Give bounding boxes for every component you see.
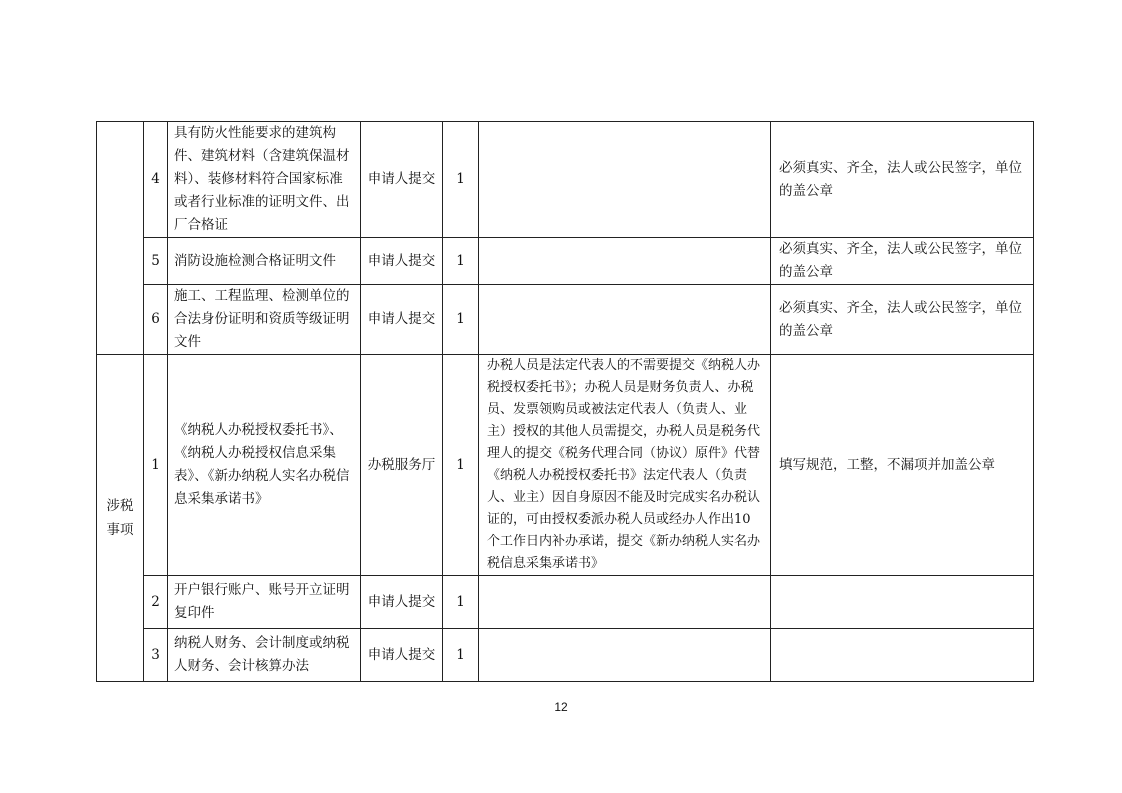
material-note	[479, 576, 771, 629]
row-number: 2	[144, 576, 168, 629]
material-note	[479, 285, 771, 355]
material-note	[479, 238, 771, 285]
category-cell-empty	[97, 122, 144, 355]
material-name: 《纳税人办税授权委托书》、《纳税人办税授权信息采集表》、《新办纳税人实名办税信息采集承诺书》	[168, 355, 361, 576]
material-requirement: 必须真实、齐全，法人或公民签字，单位的盖公章	[771, 122, 1034, 238]
material-name: 具有防火性能要求的建筑构件、建筑材料（含建筑保温材料）、装修材料符合国家标准或者行业标准的证明文件、出厂合格证	[168, 122, 361, 238]
category-label: 涉税事项	[106, 498, 134, 538]
material-name: 消防设施检测合格证明文件	[168, 238, 361, 285]
material-source: 办税服务厅	[361, 355, 443, 576]
material-count: 1	[443, 238, 479, 285]
page-number: 12	[554, 700, 568, 714]
row-number: 5	[144, 238, 168, 285]
material-source: 申请人提交	[361, 629, 443, 682]
material-note: 办税人员是法定代表人的不需要提交《纳税人办税授权委托书》；办税人员是财务负责人、办税员、发票领购员或被法定代表人（负责人、业主）授权的其他人员需提交，办税人员是税务代理人的提交《税务代理合同（协议）原件》代替《纳税人办税授权委托书》法定代表人（负责人、业主）因自身原因不能及时完成实名办税认证的，可由授权委派办税人员或经办人作出10个工作日内补办承诺，提交《新办纳税人实名办税信息采集承诺书》	[479, 355, 771, 576]
material-name: 纳税人财务、会计制度或纳税人财务、会计核算办法	[168, 629, 361, 682]
row-number: 1	[144, 355, 168, 576]
row-number: 3	[144, 629, 168, 682]
material-name: 施工、工程监理、检测单位的合法身份证明和资质等级证明文件	[168, 285, 361, 355]
material-requirement: 必须真实、齐全，法人或公民签字，单位的盖公章	[771, 285, 1034, 355]
material-source: 申请人提交	[361, 238, 443, 285]
material-source: 申请人提交	[361, 576, 443, 629]
material-source: 申请人提交	[361, 285, 443, 355]
material-requirement: 填写规范，工整，不漏项并加盖公章	[771, 355, 1034, 576]
category-cell	[97, 355, 144, 682]
material-count: 1	[443, 576, 479, 629]
table-row	[97, 576, 1034, 629]
table-row	[97, 285, 1034, 355]
table-row	[97, 355, 1034, 576]
material-count: 1	[443, 122, 479, 238]
material-name: 开户银行账户、账号开立证明复印件	[168, 576, 361, 629]
material-requirement: 必须真实、齐全，法人或公民签字，单位的盖公章	[771, 238, 1034, 285]
material-count: 1	[443, 285, 479, 355]
table-row	[97, 629, 1034, 682]
row-number: 6	[144, 285, 168, 355]
material-note	[479, 629, 771, 682]
table-row	[97, 238, 1034, 285]
row-number: 4	[144, 122, 168, 238]
material-source: 申请人提交	[361, 122, 443, 238]
material-note	[479, 122, 771, 238]
material-requirement	[771, 576, 1034, 629]
material-count: 1	[443, 355, 479, 576]
materials-table	[96, 121, 1034, 682]
table-row	[97, 122, 1034, 238]
material-requirement	[771, 629, 1034, 682]
material-count: 1	[443, 629, 479, 682]
